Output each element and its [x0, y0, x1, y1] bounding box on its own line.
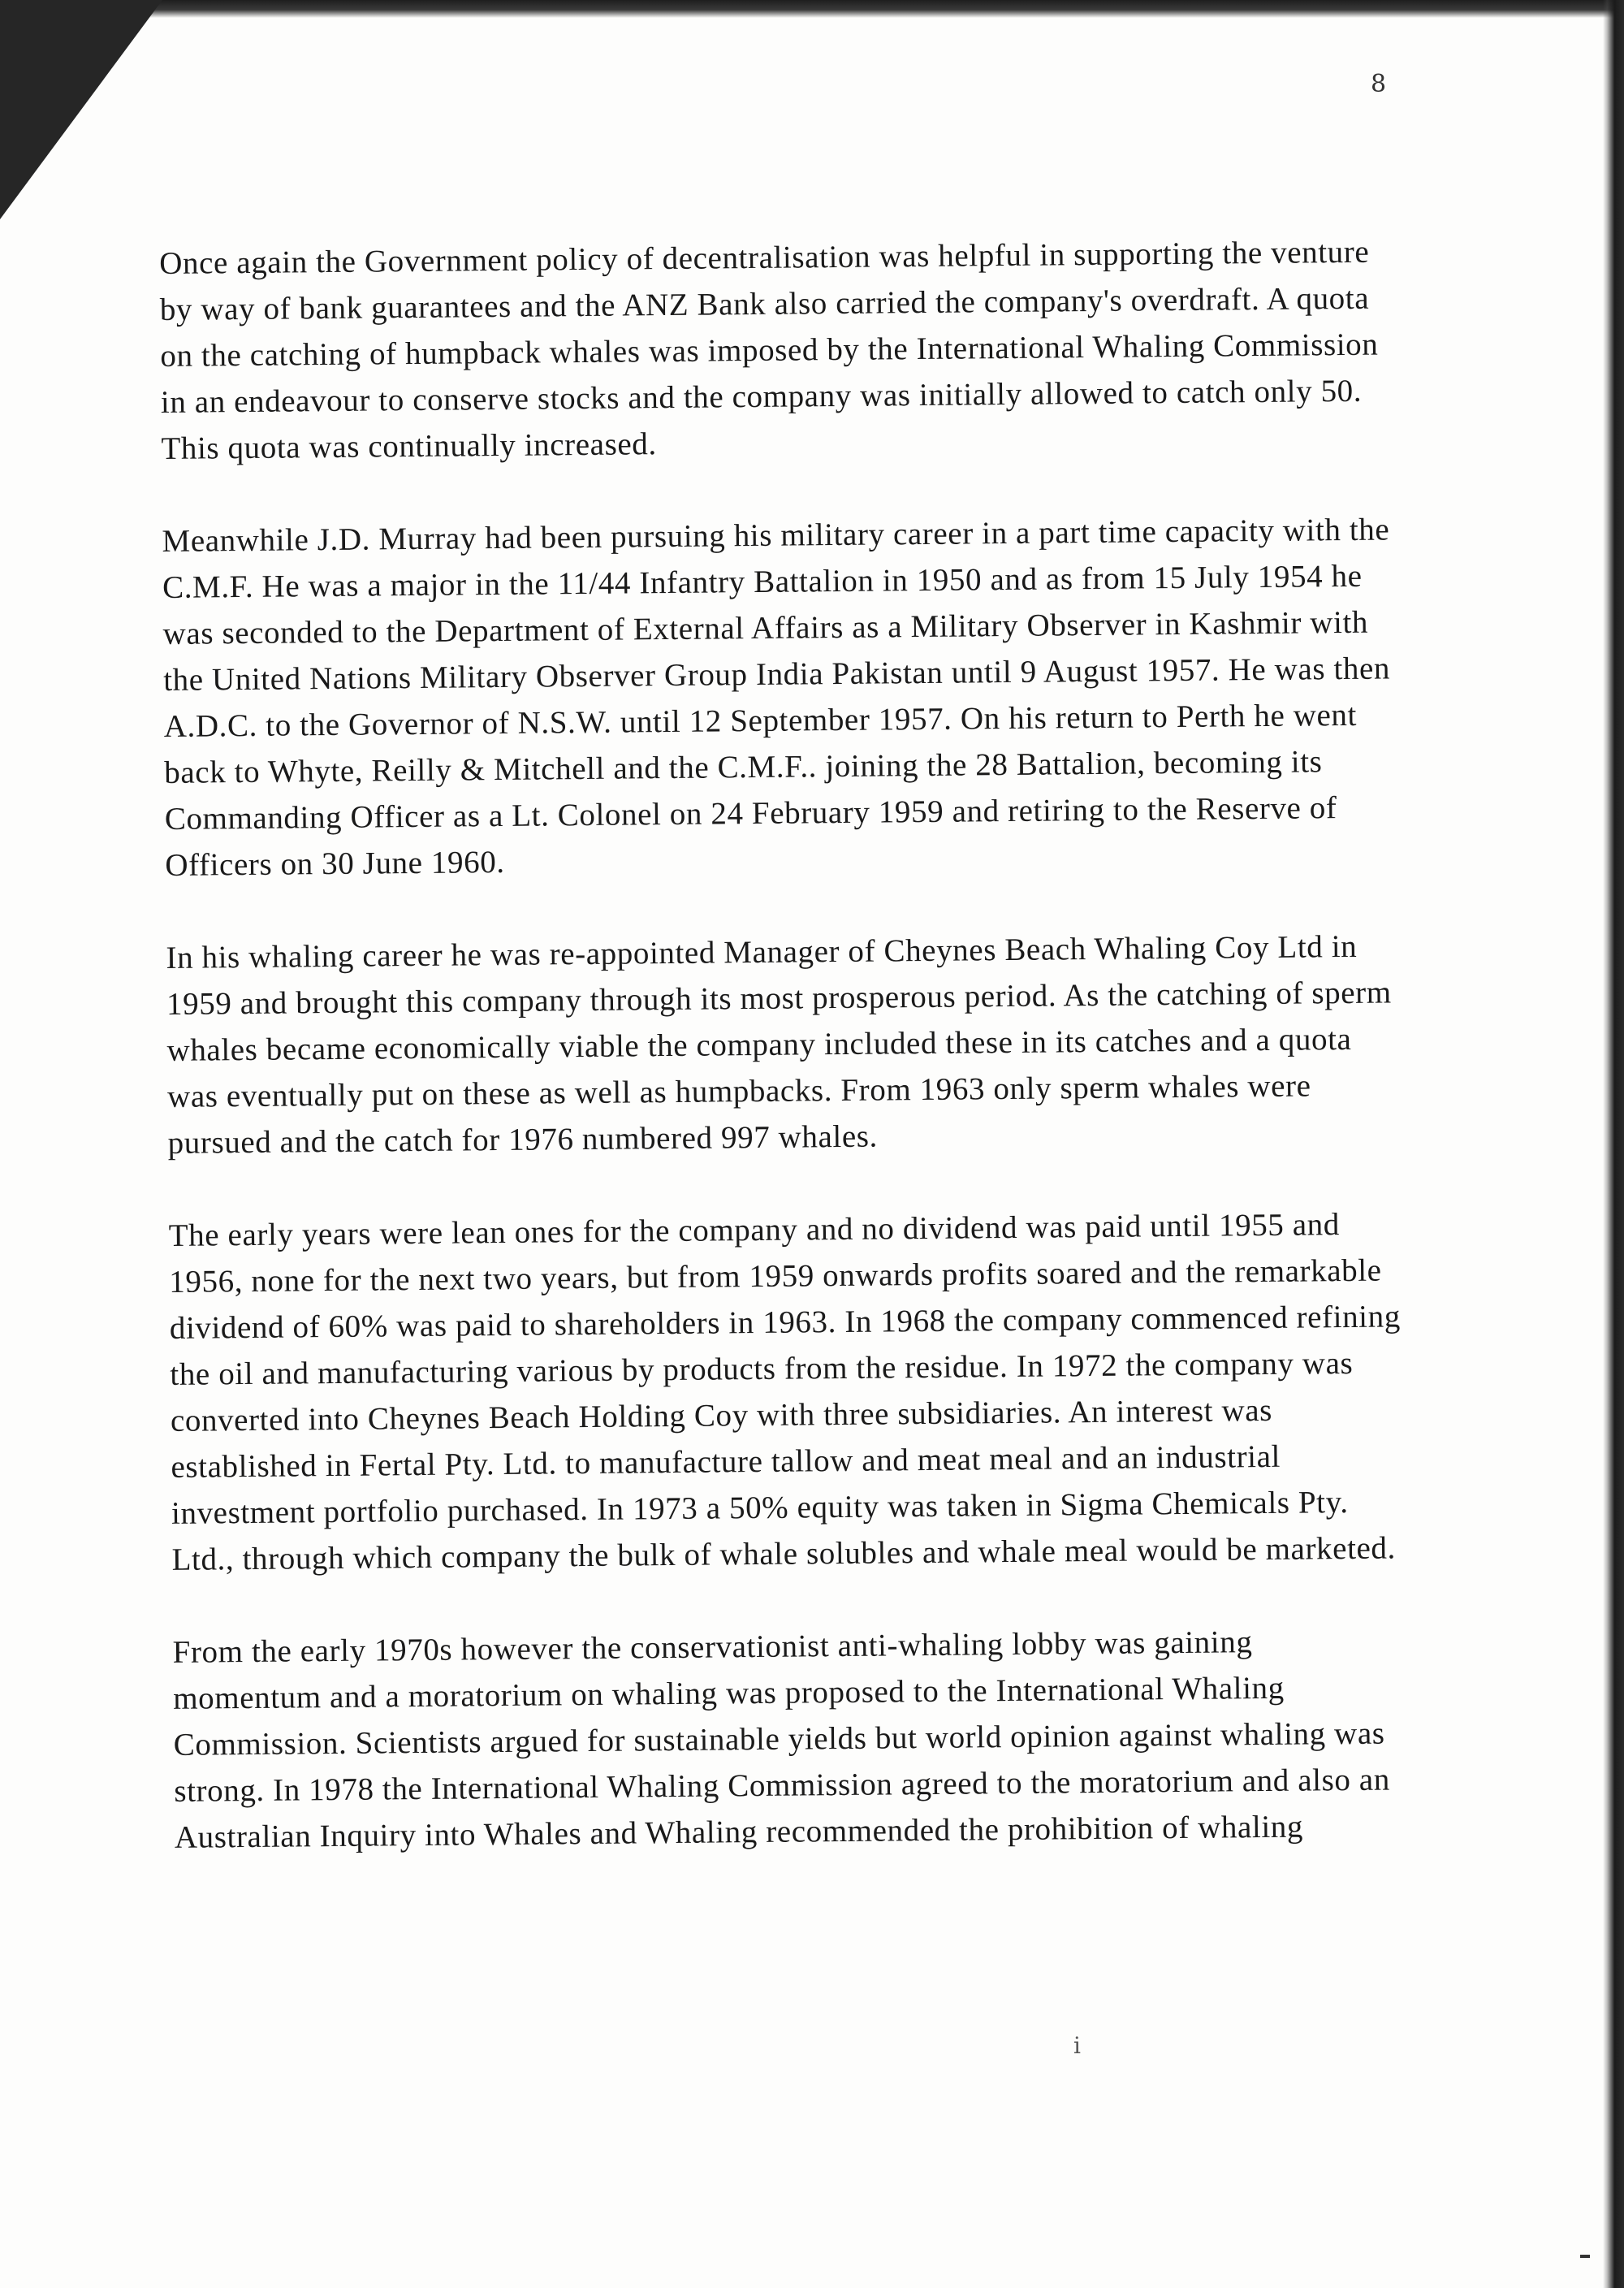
body-text	[159, 228, 1410, 1906]
paragraph: Once again the Government policy of decentralisation was helpful in supporting the venture by way of bank guarantees and the ANZ Bank also carried the company's overdraft. A quota on the catching of humpback whales was imposed by the International Whaling Commission in an endeavour to conserve stocks and the company was initially allowed to catch only 50. This quota was continually increased.	[159, 234, 1379, 466]
scan-edge-right	[1603, 0, 1624, 2288]
page-number: 8	[1371, 70, 1387, 98]
folded-corner	[0, 0, 162, 219]
paragraph: Meanwhile J.D. Murray had been pursuing his military career in a part time capacity with the C.M.F. He was a major in the 11/44 Infantry Battalion in 1950 and as from 15 July 1954 he was seconded to the Department of External Affairs as a Military Observer in Kashmir with the United Nations Military Observer Group India Pakistan until 9 August 1957. He was then A.D.C. to the Governor of N.S.W. until 12 September 1957. On his return to Perth he went back to Whyte, Reilly & Mitchell and the C.M.F.. joining the 28 Battalion, becoming its Commanding Officer as a Lt. Colonel on 24 February 1959 and retiring to the Reserve of Officers on 30 June 1960.	[162, 512, 1391, 883]
scan-speck	[1580, 2255, 1590, 2258]
paragraph: In his whaling career he was re-appointed Manager of Cheynes Beach Whaling Coy Ltd in 1959 and brought this company through its most prosperous period. As the catching of sperm whales became economically viable the company included these in its catches and a quota was eventually put on these as well as humpbacks. From 1963 only sperm whales were pursued and the catch for 1976 numbered 997 whales.	[166, 928, 1392, 1161]
stray-pen-mark: i	[1073, 2032, 1081, 2059]
paragraph: From the early 1970s however the conservationist anti-whaling lobby was gaining momentum and a moratorium on whaling was proposed to the International Whaling Commission. Scientists argued for sustainable yields but world opinion against whaling was strong. In 1978 the International Whaling Commission agreed to the moratorium and also an Australian Inquiry into Whales and Whaling recommended the prohibition of whaling	[172, 1624, 1391, 1855]
scan-edge-top	[0, 0, 1624, 18]
paragraph: The early years were lean ones for the company and no dividend was paid until 1955 and 1956, none for the next two years, but from 1959 onwards profits soared and the remarkable dividend of 60% was paid to shareholders in 1963. In 1968 the company commenced refining the oil and manufacturing various by products from the residue. In 1972 the company was converted into Cheynes Beach Holding Coy with three subsidiaries. An interest was established in Fertal Pty. Ltd. to manufacture tallow and meat meal and an industrial investment portfolio purchased. In 1973 a 50% equity was taken in Sigma Chemicals Pty. Ltd., through which company the bulk of whale solubles and whale meal would be marketed.	[168, 1207, 1402, 1577]
